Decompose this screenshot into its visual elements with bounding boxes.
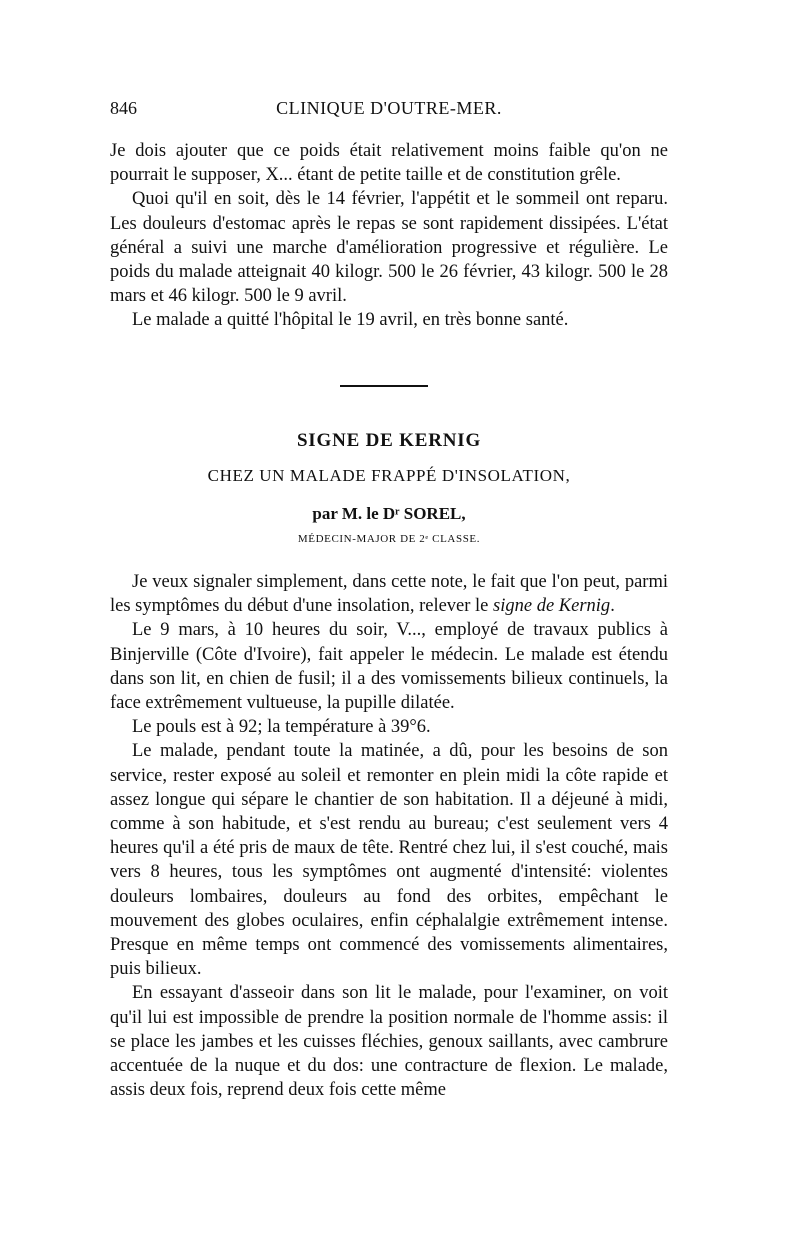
paragraph: Je dois ajouter que ce poids était relativement moins faible qu'on ne pourrait le supposer, X... étant de petite taille et de constitution grêle. — [110, 141, 668, 186]
intro-italic: signe de Kernig — [493, 596, 611, 617]
page-number: 846 — [110, 98, 137, 118]
intro-text: Je veux signaler simplement, dans cette note, le fait que l'on peut, parmi les symptômes du début d'une insolation, relever le — [110, 572, 668, 617]
paragraph: Le 9 mars, à 10 heures du soir, V..., employé de travaux publics à Binjerville (Côte d'Ivoire), fait appeler le médecin. Le malade est étendu dans son lit, en chien de fusil; il a des vomissements bilieux continuels, la face extrêmement vultueuse, la pupille dilatée. — [110, 620, 668, 714]
paragraph: Le malade, pendant toute la matinée, a dû, pour les besoins de son service, rester exposé au soleil et remonter en plein midi la côte rapide et assez longue qui sépare le chantier de son habitation. Il a déjeuné à midi, comme à son habitude, et s'est rendu au bureau; c'est seulement vers 4 heures qu'il a été pris de maux de tête. Rentré chez lui, il s'est couché, mais vers 8 heures, tous les symptômes ont augmenté d'intensité: violentes douleurs lombaires, douleurs au fond des orbites, empêchant le mouvement des globes oculaires, enfin céphalalgie extrêmement intense. Presque en même temps ont commencé des vomissements alimentaires, puis bilieux. — [110, 741, 668, 980]
article-subtitle: CHEZ UN MALADE FRAPPÉ D'INSOLATION, — [207, 466, 571, 485]
previous-article-conclusion — [110, 139, 668, 333]
running-title: CLINIQUE D'OUTRE-MER. — [276, 98, 502, 118]
intro-paragraph — [110, 570, 668, 618]
section-divider — [340, 385, 428, 387]
paragraph: Quoi qu'il en soit, dès le 14 février, l'appétit et le sommeil ont reparu. Les douleurs d'estomac après le repas se sont rapidement dissipées. L'état général a suivi une marche d'amélioration progressive et régulière. Le poids du malade atteignait 40 kilogr. 500 le 26 février, 43 kilogr. 500 le 28 mars et 46 kilogr. 500 le 9 avril. — [110, 189, 668, 307]
intro-end: . — [610, 596, 615, 617]
paragraph: Le malade a quitté l'hôpital le 19 avril, en très bonne santé. — [132, 310, 569, 331]
article-title: SIGNE DE KERNIG — [296, 430, 482, 451]
paragraph: En essayant d'asseoir dans son lit le malade, pour l'examiner, on voit qu'il lui est impossible de prendre la position normale de l'homme assis: il se place les jambes et les cuisses fléchies, genoux saillants, avec cambrure accentuée de la nuque et du dos: une contracture de flexion. Le malade, assis deux fois, reprend deux fois cette même — [110, 983, 668, 1101]
paragraph: Le pouls est à 92; la température à 39°6. — [132, 717, 431, 738]
running-head — [110, 98, 668, 124]
article-body — [110, 570, 668, 1102]
article-byline: par M. le Dʳ SOREL, — [312, 504, 466, 523]
author-role: MÉDECIN-MAJOR DE 2ᵉ CLASSE. — [297, 533, 481, 545]
